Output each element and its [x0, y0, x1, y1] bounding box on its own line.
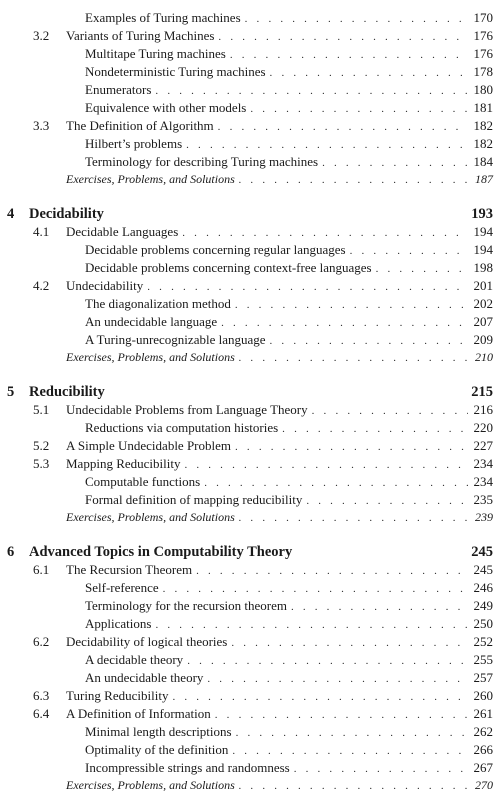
- dot-leader: [186, 140, 467, 151]
- toc-page-number: 193: [471, 206, 493, 222]
- toc-page-number: 266: [473, 742, 493, 757]
- dot-leader: [282, 424, 467, 435]
- toc-subsection-entry: [0, 314, 499, 330]
- toc-entry-title: Decidable Languages: [66, 224, 179, 239]
- toc-exercises-entry: [0, 172, 499, 187]
- dot-leader: [215, 710, 468, 721]
- toc-entry-title: An undecidable theory: [85, 670, 204, 685]
- toc-entry-title: A Simple Undecidable Problem: [66, 438, 232, 453]
- dot-leader: [312, 406, 468, 417]
- toc-page-number: 176: [473, 46, 493, 61]
- toc-page-number: 246: [473, 580, 493, 595]
- dot-leader: [147, 282, 467, 293]
- toc-page-number: 270: [475, 778, 493, 792]
- toc-page-number: 207: [473, 314, 493, 329]
- toc-subsection-entry: [0, 82, 499, 98]
- toc-section-entry: [0, 562, 499, 578]
- toc-page-number: 201: [473, 278, 493, 293]
- toc-subsection-entry: [0, 598, 499, 614]
- toc-page-number: 220: [473, 420, 493, 435]
- toc-entry-number: 6.2: [33, 634, 50, 649]
- toc-entry-title: Self-reference: [85, 580, 159, 595]
- toc-entry-title: Nondeterministic Turing machines: [85, 64, 266, 79]
- toc-entry-title: Decidability of logical theories: [66, 634, 228, 649]
- toc-subsection-entry: [0, 332, 499, 348]
- toc-page-number: 194: [473, 242, 493, 257]
- toc-entry-title: The Recursion Theorem: [66, 562, 193, 577]
- toc-entry-title: Exercises, Problems, and Solutions: [66, 778, 235, 792]
- toc-page-number: 181: [473, 100, 493, 115]
- toc-page-number: 250: [473, 616, 493, 631]
- toc-entry-title: Undecidability: [66, 278, 144, 293]
- toc-entry-title: Exercises, Problems, and Solutions: [66, 510, 235, 524]
- toc-page-number: 257: [473, 670, 493, 685]
- toc-section-entry: [0, 402, 499, 418]
- dot-leader: [218, 32, 467, 43]
- toc-page-number: 255: [473, 652, 493, 667]
- toc-page-number: 182: [473, 136, 493, 151]
- dot-leader: [239, 513, 469, 524]
- toc-entry-title: Mapping Reducibility: [66, 456, 181, 471]
- dot-leader: [235, 442, 467, 453]
- toc-subsection-entry: [0, 670, 499, 686]
- dot-leader: [306, 496, 467, 507]
- toc-entry-title: Computable functions: [85, 474, 201, 489]
- toc-page-number: 184: [473, 154, 493, 169]
- toc-page-number: 235: [473, 492, 493, 507]
- toc-entry-title: An undecidable language: [85, 314, 218, 329]
- dot-leader: [236, 728, 468, 739]
- toc-section-entry: [0, 634, 499, 650]
- toc-subsection-entry: [0, 154, 499, 170]
- toc-entry-title: The Definition of Algorithm: [66, 118, 214, 133]
- dot-leader: [187, 656, 467, 667]
- toc-page-number: 245: [473, 562, 493, 577]
- toc-entry-title: Reductions via computation histories: [85, 420, 279, 435]
- toc-subsection-entry: [0, 492, 499, 508]
- toc-page-number: 245: [471, 544, 493, 560]
- toc-entry-title: Undecidable Problems from Language Theory: [66, 402, 308, 417]
- toc-page-number: 194: [473, 224, 493, 239]
- dot-leader: [155, 620, 467, 631]
- toc-entry-number: 5: [7, 384, 15, 400]
- toc-subsection-entry: [0, 46, 499, 62]
- toc-page-number: 216: [473, 402, 493, 417]
- dot-leader: [250, 104, 467, 115]
- toc-page-number: 180: [473, 82, 493, 97]
- toc-entry-title: Exercises, Problems, and Solutions: [66, 350, 235, 364]
- toc-subsection-entry: [0, 420, 499, 436]
- toc-subsection-entry: [0, 742, 499, 758]
- toc-entry-title: Multitape Turing machines: [85, 46, 226, 61]
- toc-page-number: 182: [473, 118, 493, 133]
- toc-subsection-entry: [0, 580, 499, 596]
- toc-page-number: 260: [473, 688, 493, 703]
- toc-page-number: 198: [473, 260, 493, 275]
- toc-page-number: 267: [473, 760, 493, 775]
- toc-entry-number: 4: [7, 206, 15, 222]
- toc-section-entry: [0, 438, 499, 454]
- toc-entry-number: 5.1: [33, 402, 50, 417]
- toc-entry-title: Decidable problems concerning regular languages: [85, 242, 346, 257]
- dot-leader: [163, 584, 468, 595]
- dot-leader: [294, 764, 468, 775]
- toc-entry-number: 4.1: [33, 224, 50, 239]
- toc-subsection-entry: [0, 474, 499, 490]
- toc-page-number: 227: [473, 438, 493, 453]
- dot-leader: [291, 602, 468, 613]
- toc-entry-title: Enumerators: [85, 82, 152, 97]
- toc-chapter-entry: [0, 206, 499, 223]
- toc-subsection-entry: [0, 136, 499, 152]
- toc-subsection-entry: [0, 724, 499, 740]
- toc-subsection-entry: [0, 64, 499, 80]
- toc-entry-title: A Turing-unrecognizable language: [85, 332, 266, 347]
- toc-page-number: 210: [475, 350, 493, 364]
- dot-leader: [172, 692, 467, 703]
- dot-leader: [350, 246, 468, 257]
- toc-page-number: 178: [473, 64, 493, 79]
- toc-page-number: 249: [473, 598, 493, 613]
- dot-leader: [270, 68, 468, 79]
- toc-page-number: 215: [471, 384, 493, 400]
- toc-exercises-entry: [0, 778, 499, 793]
- dot-leader: [235, 300, 468, 311]
- toc-subsection-entry: [0, 242, 499, 258]
- toc-entry-title: Turing Reducibility: [66, 688, 169, 703]
- toc-entry-title: Optimality of the definition: [85, 742, 229, 757]
- toc-entry-title: Examples of Turing machines: [85, 10, 241, 25]
- toc-page-number: 234: [473, 456, 493, 471]
- dot-leader: [196, 566, 467, 577]
- dot-leader: [218, 122, 468, 133]
- toc-section-entry: [0, 278, 499, 294]
- dot-leader: [376, 264, 468, 275]
- toc-exercises-entry: [0, 350, 499, 365]
- toc-page-number: 239: [475, 510, 493, 524]
- toc-entry-title: Decidable problems concerning context-free languages: [85, 260, 372, 275]
- dot-leader: [239, 353, 469, 364]
- toc-subsection-entry: [0, 652, 499, 668]
- toc-subsection-entry: [0, 260, 499, 276]
- dot-leader: [231, 638, 467, 649]
- toc-entry-number: 3.3: [33, 118, 50, 133]
- toc-entry-title: Decidability: [29, 206, 104, 222]
- toc-entry-title: A decidable theory: [85, 652, 184, 667]
- toc-entry-number: 5.3: [33, 456, 50, 471]
- toc-entry-title: A Definition of Information: [66, 706, 211, 721]
- toc-entry-number: 4.2: [33, 278, 50, 293]
- toc-section-entry: [0, 28, 499, 44]
- dot-leader: [239, 175, 469, 186]
- toc-page-number: 202: [473, 296, 493, 311]
- toc-page-number: 262: [473, 724, 493, 739]
- toc-exercises-entry: [0, 510, 499, 525]
- toc-subsection-entry: [0, 616, 499, 632]
- toc-entry-title: Formal definition of mapping reducibility: [85, 492, 303, 507]
- toc-page-number: 176: [473, 28, 493, 43]
- toc-entry-number: 6: [7, 544, 15, 560]
- toc-section-entry: [0, 706, 499, 722]
- dot-leader: [182, 228, 467, 239]
- dot-leader: [239, 781, 469, 792]
- toc-entry-title: Applications: [85, 616, 152, 631]
- dot-leader: [204, 478, 467, 489]
- toc-page-number: 187: [475, 172, 493, 186]
- toc-page-number: 252: [473, 634, 493, 649]
- dot-leader: [232, 746, 467, 757]
- toc-section-entry: [0, 118, 499, 134]
- dot-leader: [221, 318, 467, 329]
- toc-entry-number: 6.4: [33, 706, 50, 721]
- toc-page-number: 170: [473, 10, 493, 25]
- toc-entry-number: 5.2: [33, 438, 50, 453]
- toc-entry-title: Variants of Turing Machines: [66, 28, 215, 43]
- toc-entry-title: Hilbert’s problems: [85, 136, 183, 151]
- toc-subsection-entry: [0, 10, 499, 26]
- toc-page-number: 261: [473, 706, 493, 721]
- toc-subsection-entry: [0, 760, 499, 776]
- toc-subsection-entry: [0, 100, 499, 116]
- toc-entry-title: The diagonalization method: [85, 296, 231, 311]
- dot-leader: [322, 158, 467, 169]
- dot-leader: [184, 460, 467, 471]
- toc-entry-title: Exercises, Problems, and Solutions: [66, 172, 235, 186]
- dot-leader: [207, 674, 467, 685]
- toc-entry-title: Terminology for describing Turing machines: [85, 154, 319, 169]
- toc-entry-number: 3.2: [33, 28, 50, 43]
- toc-section-entry: [0, 456, 499, 472]
- toc-chapter-entry: [0, 544, 499, 561]
- toc-entry-number: 6.3: [33, 688, 50, 703]
- toc-entry-title: Reducibility: [29, 384, 105, 400]
- toc-page-number: 234: [473, 474, 493, 489]
- toc-entry-title: Minimal length descriptions: [85, 724, 232, 739]
- toc-section-entry: [0, 688, 499, 704]
- dot-leader: [230, 50, 468, 61]
- toc-entry-title: Advanced Topics in Computability Theory: [29, 544, 293, 560]
- toc-chapter-entry: [0, 384, 499, 401]
- dot-leader: [270, 336, 468, 347]
- toc-subsection-entry: [0, 296, 499, 312]
- dot-leader: [245, 14, 468, 25]
- toc-entry-title: Incompressible strings and randomness: [85, 760, 290, 775]
- toc-entry-title: Terminology for the recursion theorem: [85, 598, 287, 613]
- toc-page-number: 209: [473, 332, 493, 347]
- toc-entry-number: 6.1: [33, 562, 50, 577]
- dot-leader: [155, 86, 467, 97]
- toc-section-entry: [0, 224, 499, 240]
- toc-entry-title: Equivalence with other models: [85, 100, 247, 115]
